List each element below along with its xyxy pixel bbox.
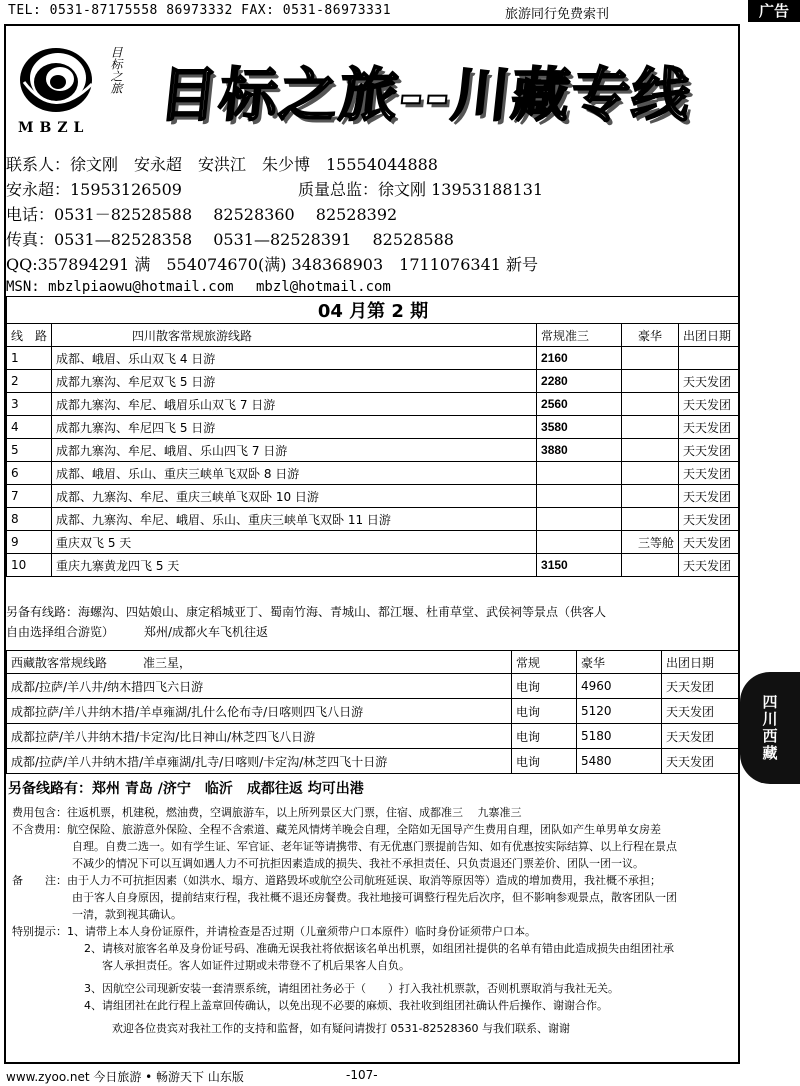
col-header-line: 线 路 <box>7 324 52 347</box>
route-date: 天天发团 <box>679 370 740 393</box>
tibet-header-date: 出团日期 <box>662 651 740 674</box>
route-number: 10 <box>7 554 52 577</box>
tibet-routes-table <box>6 650 740 774</box>
route-price: 2280 <box>537 370 622 393</box>
fee-excluded-1: 不含费用：航空保险、旅游意外保险、全程不含索道、藏羌风情烤羊晚会自理，全陪如无国导产生费用自理，团队如产生单男单女房差 <box>12 823 661 836</box>
table-row <box>7 485 740 508</box>
tibet-route: 成都/拉萨/羊八井纳木措/羊卓雍湖/扎寺/日喀则/卡定沟/林芝四飞十日游 <box>7 749 512 774</box>
tip-2a: 2、请核对旅客名单及身份证号码、准确无误我社将依据该名单出机票，如组团社提供的名单有错由此造成损失由组团社承 <box>84 942 674 955</box>
table-row <box>7 393 740 416</box>
table-row <box>7 508 740 531</box>
tip-3: 3、因航空公司现新安装一套清票系统，请组团社务必于（ ）打入我社机票款，否则机票取消与我社无关。 <box>84 982 619 995</box>
tibet-date: 天天发团 <box>662 724 740 749</box>
col-header-lux: 豪华 <box>622 324 679 347</box>
tibet-date: 天天发团 <box>662 674 740 699</box>
col-header-route: 四川散客常规旅游线路 <box>52 324 537 347</box>
sichuan-routes-table <box>6 296 740 577</box>
route-date: 天天发团 <box>679 554 740 577</box>
route-name: 重庆九寨黄龙四飞 5 天 <box>52 554 537 577</box>
table-row <box>7 674 740 699</box>
tibet-header-lux: 豪华 <box>577 651 662 674</box>
route-date: 天天发团 <box>679 439 740 462</box>
table-row <box>7 347 740 370</box>
route-price: 2160 <box>537 347 622 370</box>
contact-line-1: 联系人：徐文刚 安永超 安洪江 朱少博 15554044888 <box>6 155 438 174</box>
route-price: 3150 <box>537 554 622 577</box>
route-name: 成都九寨沟、牟尼双飞 5 日游 <box>52 370 537 393</box>
remark-1: 备 注：由于人力不可抗拒因素（如洪水、塌方、道路毁坏或航空公司航班延误、取消等原因等）造成的增加费用，我社概不承担； <box>12 874 661 887</box>
route-date: 天天发团 <box>679 485 740 508</box>
route-lux: 三等舱 <box>622 531 679 554</box>
header-contact: TEL: 0531-87175558 86973332 FAX: 0531-86973331 <box>8 3 392 18</box>
tibet-route: 成都拉萨/羊八井纳木措/羊卓雍湖/扎什么伦布寺/日喀则四飞八日游 <box>7 699 512 724</box>
table-row <box>7 370 740 393</box>
route-name: 成都、峨眉、乐山、重庆三峡单飞双卧 8 日游 <box>52 462 537 485</box>
issue-title: 04 月第 2 期 <box>7 297 740 324</box>
route-name: 成都、峨眉、乐山双飞 4 日游 <box>52 347 537 370</box>
contact-line-2 <box>6 177 544 200</box>
route-lux <box>622 347 679 370</box>
route-lux <box>622 370 679 393</box>
col-header-price: 常规准三 <box>537 324 622 347</box>
route-date: 天天发团 <box>679 531 740 554</box>
fee-excluded-3: 不减少的情况下可以互调如遇人力不可抗拒因素造成的损失、我社不承担责任、只负责退还门票差价、团队一团一议。 <box>72 857 644 870</box>
route-price: 3580 <box>537 416 622 439</box>
tip-4: 4、请组团社在此行程上盖章回传确认，以免出现不必要的麻烦、我社收到组团社确认件后操作、谢谢合作。 <box>84 999 608 1012</box>
route-lux <box>622 554 679 577</box>
tibet-header-reg: 常规 <box>512 651 577 674</box>
header-slogan: 旅游同行免费索刊 <box>505 7 610 22</box>
route-lux <box>622 462 679 485</box>
route-name: 成都九寨沟、牟尼四飞 5 日游 <box>52 416 537 439</box>
route-price <box>537 485 622 508</box>
table-row <box>7 699 740 724</box>
other-routes-line-2: 自由选择组合游览） 郑州/成都火车飞机往返 <box>6 625 269 639</box>
route-name: 成都九寨沟、牟尼、峨眉、乐山四飞 7 日游 <box>52 439 537 462</box>
logo-side-text: 目标之旅 <box>109 46 123 94</box>
route-name: 成都、九寨沟、牟尼、峨眉、乐山、重庆三峡单飞双卧 11 日游 <box>52 508 537 531</box>
route-price: 2560 <box>537 393 622 416</box>
notes-block <box>12 804 677 1037</box>
route-name: 重庆双飞 5 天 <box>52 531 537 554</box>
route-number: 4 <box>7 416 52 439</box>
route-date: 天天发团 <box>679 462 740 485</box>
tip-2b: 客人承担责任。客人如证件过期或未带登不了机后果客人自负。 <box>102 959 410 972</box>
fax-line: 传真：0531—82528358 0531—82528391 82528588 <box>6 230 454 249</box>
route-date: 天天发团 <box>679 393 740 416</box>
tibet-regular: 电询 <box>512 699 577 724</box>
route-number: 9 <box>7 531 52 554</box>
route-lux <box>622 393 679 416</box>
route-lux <box>622 508 679 531</box>
route-lux <box>622 439 679 462</box>
tibet-other-routes: 另备线路有：郑州 青岛 /济宁 临沂 成都往返 均可出港 <box>8 781 364 797</box>
fee-excluded-2: 自理。自费二选一。如有学生证、军官证、老年证等请携带、有无优惠门票提前告知、如有优惠按实际结算、以上行程在景点 <box>72 840 677 853</box>
route-number: 5 <box>7 439 52 462</box>
route-date <box>679 347 740 370</box>
table-row <box>7 416 740 439</box>
tibet-lux: 5180 <box>577 724 662 749</box>
top-bar <box>0 0 800 22</box>
route-date: 天天发团 <box>679 508 740 531</box>
bottom-bar <box>6 1068 378 1085</box>
route-price <box>537 508 622 531</box>
table-row <box>7 749 740 774</box>
remark-2: 由于客人自身原因，提前结束行程，我社概不退还房餐费。我社地接可调整行程先后次序，但不影响参观景点，散客团队一团 <box>72 891 677 904</box>
thanks-note: 欢迎各位贵宾对我社工作的支持和监督，如有疑问请拨打 0531-82528360 与我们联系、谢谢 <box>112 1022 570 1035</box>
table-row <box>7 439 740 462</box>
ad-tag: 广告 <box>748 0 800 22</box>
route-date: 天天发团 <box>679 416 740 439</box>
tibet-regular: 电询 <box>512 749 577 774</box>
phone-line: 电话：0531－82528588 82528360 82528392 <box>6 205 398 224</box>
route-number: 2 <box>7 370 52 393</box>
fee-included: 费用包含：往返机票，机建税，燃油费，空调旅游车，以上所列景区大门票，住宿、成都准三 九寨准三 <box>12 806 522 819</box>
tibet-header-route: 西藏散客常规线路 准三星， <box>7 651 512 674</box>
route-lux <box>622 416 679 439</box>
tibet-regular: 电询 <box>512 724 577 749</box>
tibet-date: 天天发团 <box>662 749 740 774</box>
route-price <box>537 531 622 554</box>
route-number: 6 <box>7 462 52 485</box>
remark-3: 一清，款到视其确认。 <box>72 908 182 921</box>
contact-line-2b: 质量总监：徐文刚 13953188131 <box>298 180 544 199</box>
tibet-route: 成都拉萨/羊八井纳木措/卡定沟/比日神山/林芝四飞八日游 <box>7 724 512 749</box>
route-number: 8 <box>7 508 52 531</box>
col-header-date: 出团日期 <box>679 324 740 347</box>
tip-1: 特别提示：1、请带上本人身份证原件，并请检查是否过期（儿童须带户口本原件）临时身份证须带户口本。 <box>12 925 536 938</box>
brand-logo <box>14 42 134 142</box>
other-routes-line-1: 另备有线路：海螺沟、四姑娘山、康定稻城亚丁、蜀南竹海、青城山、都江堰、杜甫草堂、武侯祠等景点（供客人 <box>6 605 607 619</box>
route-price <box>537 462 622 485</box>
route-price: 3880 <box>537 439 622 462</box>
tibet-lux: 4960 <box>577 674 662 699</box>
table-row <box>7 554 740 577</box>
tibet-route: 成都/拉萨/羊八井/纳木措四飞六日游 <box>7 674 512 699</box>
route-lux <box>622 485 679 508</box>
tibet-regular: 电询 <box>512 674 577 699</box>
route-name: 成都九寨沟、牟尼、峨眉乐山双飞 7 日游 <box>52 393 537 416</box>
route-number: 7 <box>7 485 52 508</box>
section-side-tab <box>740 672 800 784</box>
page-number: -107- <box>346 1068 378 1082</box>
table-row <box>7 462 740 485</box>
logo-text: MBZL <box>18 120 90 136</box>
route-number: 3 <box>7 393 52 416</box>
tibet-date: 天天发团 <box>662 699 740 724</box>
route-name: 成都、九寨沟、牟尼、重庆三峡单飞双卧 10 日游 <box>52 485 537 508</box>
side-tab-label: 四川西藏 <box>760 694 779 762</box>
page-title: 目标之旅--川藏专线 <box>155 61 696 129</box>
footer-site: www.zyoo.net 今日旅游 • 畅游天下 山东版 <box>6 1070 244 1084</box>
route-number: 1 <box>7 347 52 370</box>
qq-line: QQ:357894291 满 554074670(满) 348368903 1711076341 新号 <box>6 255 539 274</box>
tibet-lux: 5120 <box>577 699 662 724</box>
tibet-lux: 5480 <box>577 749 662 774</box>
contact-line-2a: 安永超：15953126509 <box>6 180 182 199</box>
table-row <box>7 724 740 749</box>
sichuan-other-routes <box>6 602 734 642</box>
msn-line: MSN: mbzlpiaowu@hotmail.com mbzl@hotmail.com <box>6 279 391 295</box>
table-row <box>7 531 740 554</box>
